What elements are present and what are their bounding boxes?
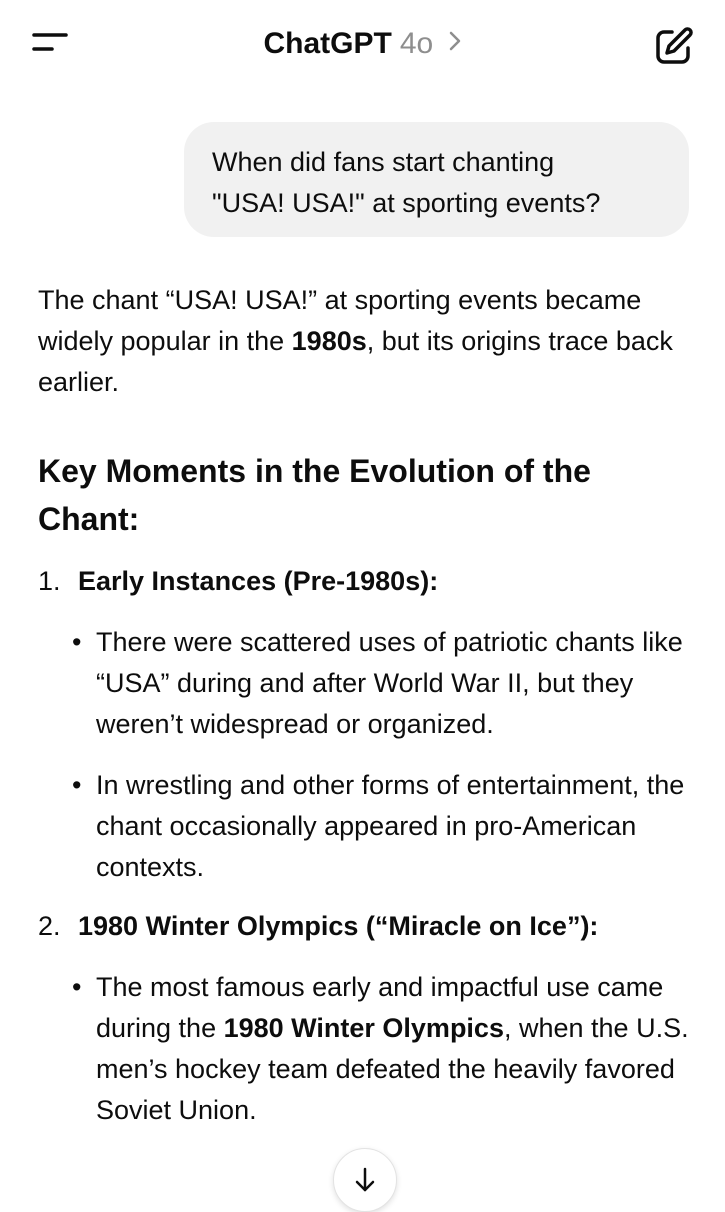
bullet-icon: • [72,627,82,657]
bullet-text: There were scattered uses of patriotic chants like “USA” during and after World War II, but they weren’t widespread or organized. [96,627,683,739]
bullet-icon: • [72,972,82,1002]
scroll-to-bottom-button[interactable] [333,1148,397,1212]
new-chat-edit-icon[interactable] [652,24,696,68]
list-number: 1. [38,566,61,596]
app-title: ChatGPT [263,27,392,60]
answer-intro [38,280,698,403]
model-name: 4o [399,27,434,60]
top-bar [0,0,725,88]
list-item-section-2 [38,906,698,947]
list-item-section-1 [38,561,698,602]
user-message-line: "USA! USA!" at sporting events? [212,188,601,218]
user-message-line: When did fans start chanting [212,147,555,177]
bullet-text: In wrestling and other forms of entertainment, the chant occasionally appeared in pro-American contexts. [96,770,685,882]
bullet-item [72,765,698,888]
bullet-item [72,967,698,1131]
user-message-bubble [184,122,689,237]
bullet-text-part: The most famous early and impactful use came during the [96,972,664,1043]
list-item-title: Early Instances (Pre-1980s): [78,566,439,596]
assistant-answer [38,280,698,1131]
section-heading: Key Moments in the Evolution of the Chant: [38,453,591,537]
model-selector[interactable] [0,24,725,64]
intro-text-end: , but its origins trace back earlier. [38,326,673,397]
bullet-icon: • [72,770,82,800]
chevron-right-icon [448,23,462,63]
arrow-down-icon [350,1165,380,1195]
list-number: 2. [38,911,61,941]
intro-bold: 1980s [291,326,367,356]
bullet-text-bold: 1980 Winter Olympics [223,1013,504,1043]
bullet-item [72,622,698,745]
bullet-text [96,967,698,1131]
list-item-title: 1980 Winter Olympics (“Miracle on Ice”): [78,911,599,941]
bullet-text-part: , when the U.S. men’s hockey team defeated the heavily favored Soviet Union. [96,1013,689,1125]
intro-text: The chant “USA! USA!” at sporting events became widely popular in the [38,285,642,356]
